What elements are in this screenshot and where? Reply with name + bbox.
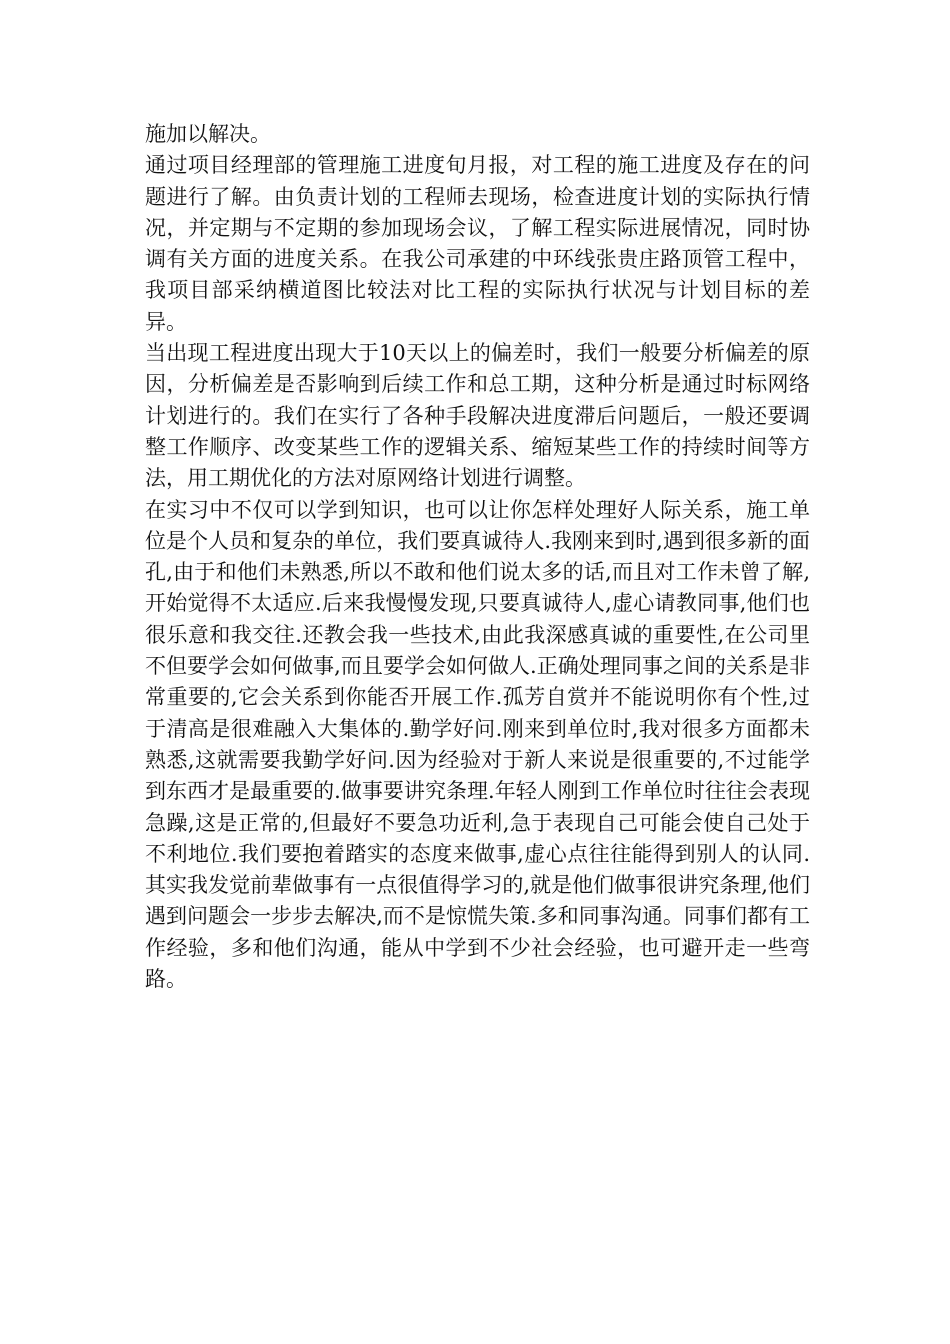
document-body xyxy=(145,119,810,995)
paragraph-4: 在实习中不仅可以学到知识，也可以让你怎样处理好人际关系，施工单位是个人员和复杂的单位，我们要真诚待人.我刚来到时,遇到很多新的面孔,由于和他们未熟悉,所以不敢和他们说太多的话,而且对工作未曾了解,开始觉得不太适应.后来我慢慢发现,只要真诚待人,虚心请教同事,他们也很乐意和我交往.还教会我一些技术,由此我深感真诚的重要性,在公司里不但要学会如何做事,而且要学会如何做人.正确处理同事之间的关系是非常重要的,它会关系到你能否开展工作.孤芳自赏并不能说明你有个性,过于清高是很难融入大集体的.勤学好问.刚来到单位时,我对很多方面都未熟悉,这就需要我勤学好问.因为经验对于新人来说是很重要的,不过能学到东西才是最重要的.做事要讲究条理.年轻人刚到工作单位时往往会表现急躁,这是正常的,但最好不要急功近利,急于表现自己可能会使自己处于不利地位.我们要抱着踏实的态度来做事,虚心点往往能得到别人的认同.其实我发觉前辈做事有一点很值得学习的,就是他们做事很讲究条理,他们遇到问题会一步步去解决,而不是惊慌失策.多和同事沟通。同事们都有工作经验，多和他们沟通，能从中学到不少社会经验，也可避开走一些弯路。 xyxy=(145,497,810,992)
paragraph-2: 通过项目经理部的管理施工进度旬月报，对工程的施工进度及存在的问题进行了解。由负责计划的工程师去现场，检查进度计划的实际执行情况，并定期与不定期的参加现场会议，了解工程实际进展情况，同时协调有关方面的进度关系。在我公司承建的中环线张贵庄路顶管工程中，我项目部采纳横道图比较法对比工程的实际执行状况与计划目标的差异。 xyxy=(145,153,810,334)
paragraph-1: 施加以解决。 xyxy=(145,122,271,146)
paragraph-3: 当出现工程进度出现大于10天以上的偏差时，我们一般要分析偏差的原因，分析偏差是否影响到后续工作和总工期，这种分析是通过时标网络计划进行的。我们在实行了各种手段解决进度滞后问题后，一般还要调整工作顺序、改变某些工作的逻辑关系、缩短某些工作的持续时间等方法，用工期优化的方法对原网络计划进行调整。 xyxy=(145,341,810,491)
